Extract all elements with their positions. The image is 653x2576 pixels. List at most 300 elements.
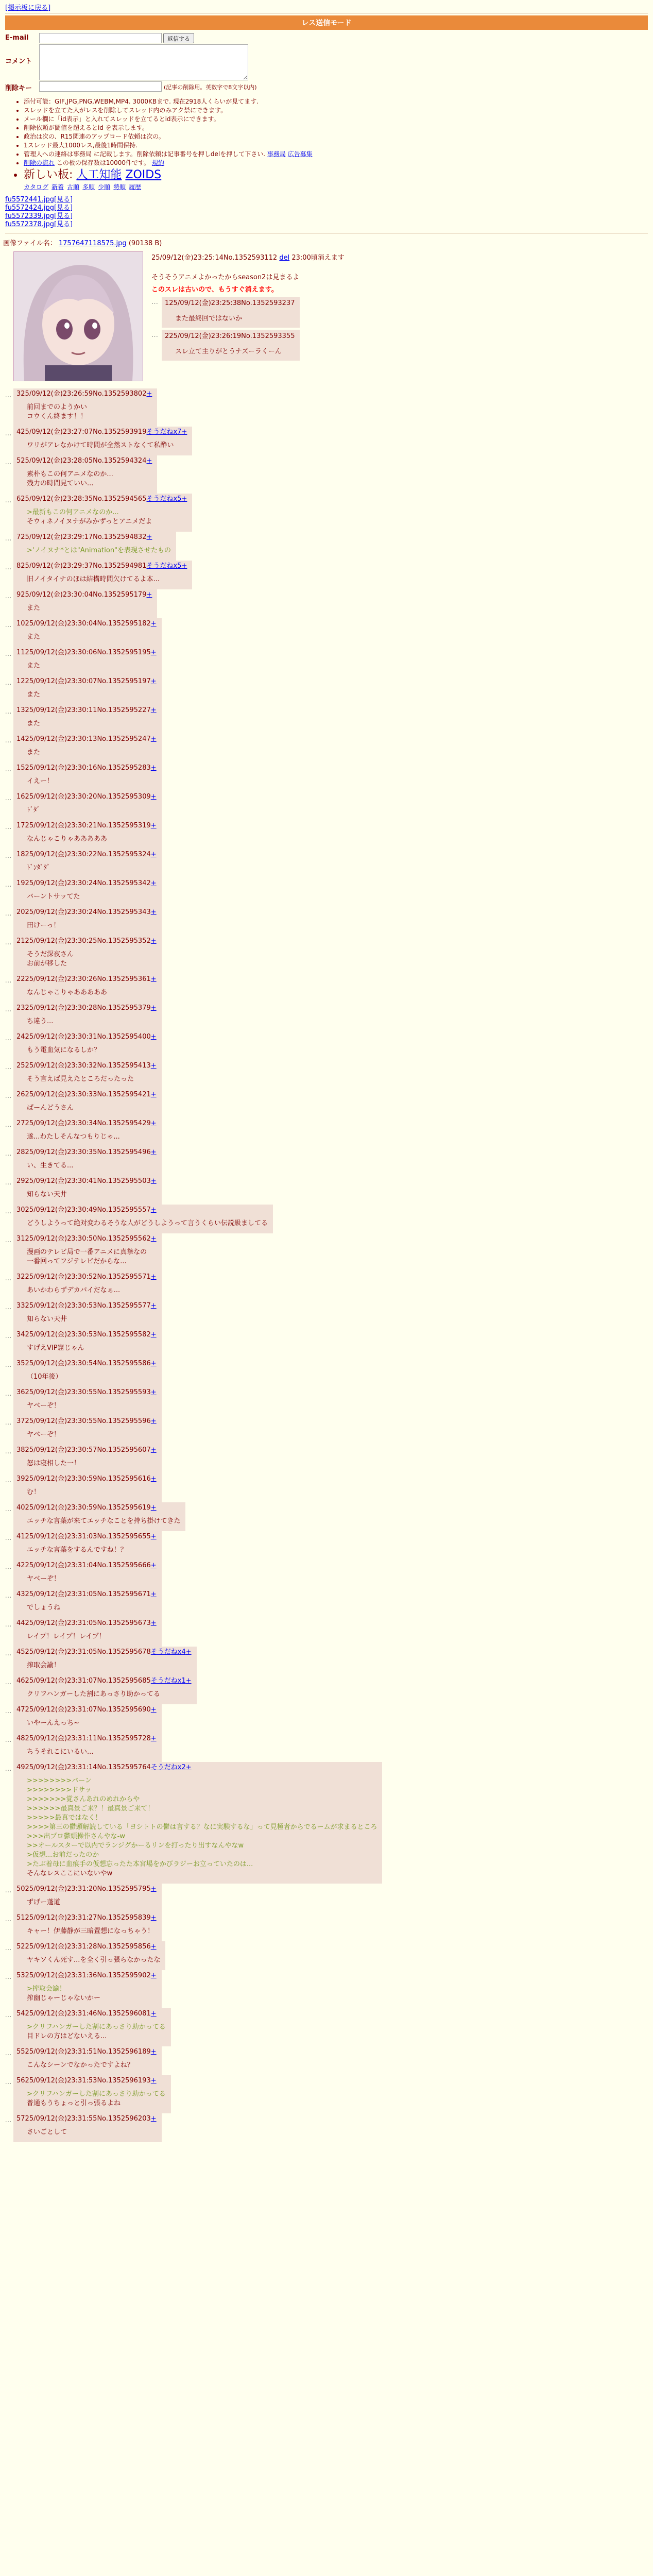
reply-box [13, 1733, 162, 1762]
reply-marker: … [5, 1477, 12, 1484]
reply-post [3, 762, 653, 791]
reply-post [3, 1176, 653, 1205]
body-line: 怒は寝相した一！ [27, 1460, 81, 1467]
sodane-plus-button[interactable]: + [150, 1091, 157, 1098]
ad-link[interactable]: 広告募集 [287, 150, 313, 158]
reply-header [16, 937, 157, 946]
reply-header [16, 2076, 166, 2086]
sodane-button[interactable]: そうだねx5 [146, 562, 182, 570]
reply-post [3, 532, 653, 561]
sodane-plus-button[interactable]: + [150, 975, 157, 983]
sodane-plus-button[interactable]: + [150, 1562, 157, 1569]
sodane-plus-button[interactable]: + [150, 1446, 157, 1454]
reply-post [3, 878, 653, 907]
sodane-plus-button[interactable]: + [150, 1177, 157, 1185]
rules-link[interactable]: 規約 [151, 159, 164, 166]
sodane-plus-button[interactable]: + [181, 562, 187, 570]
reply-post [3, 1118, 653, 1147]
reply-box [13, 1560, 162, 1589]
reply-box [13, 1233, 162, 1272]
body-line: なんじゃこりゃあああああ [27, 835, 108, 843]
reply-header-text: 3525/09/12(金)23:30:54No.1352595586 [16, 1360, 151, 1367]
reply-header [16, 619, 157, 629]
body-line: 漫画のテレビ局で一番アニメに真摯なの [27, 1248, 147, 1256]
sodane-plus-button[interactable]: + [146, 533, 152, 541]
sodane-plus-button[interactable]: + [150, 735, 157, 743]
new-board-link-zoids[interactable]: ZOIDS [125, 168, 162, 181]
reply-box [13, 2046, 162, 2075]
reply-header-text: 5025/09/12(金)23:31:20No.1352595795 [16, 1885, 151, 1893]
reply-body [27, 1315, 157, 1324]
reply-box [13, 1647, 197, 1675]
reply-header-text: 425/09/12(金)23:27:07No.1352593919 [16, 428, 147, 436]
ref-files [5, 196, 653, 229]
reply-marker: … [5, 679, 12, 687]
reply-post [3, 936, 653, 974]
sodane-plus-button[interactable]: + [150, 2115, 157, 2123]
sodane-plus-button[interactable]: + [146, 457, 152, 465]
reply-header [16, 677, 157, 686]
body-line: でしょうね [27, 1604, 61, 1612]
reply-box [13, 849, 162, 878]
sodane-plus-button[interactable]: + [150, 1120, 157, 1127]
reply-header-text: 4025/09/12(金)23:30:59No.1352595619 [16, 1504, 151, 1512]
reply-box [13, 820, 162, 849]
reply-marker: … [5, 1006, 12, 1013]
jimu-link[interactable]: 事務局 [267, 150, 286, 158]
ref-file-link[interactable]: fu5572424.jpg[見る] [5, 204, 73, 212]
oldest-link[interactable]: 古順 [67, 183, 80, 191]
reply-marker: … [5, 392, 12, 399]
reply-marker: … [151, 298, 158, 306]
reply-marker: … [5, 1736, 12, 1744]
reply-header [16, 562, 187, 571]
sodane-plus-button[interactable]: + [185, 1648, 192, 1656]
reply-body [27, 690, 157, 700]
reply-post [3, 1272, 653, 1300]
reply-header-text: 4225/09/12(金)23:31:04No.1352595666 [16, 1562, 151, 1569]
reply-header-text: 3825/09/12(金)23:30:57No.1352595607 [16, 1446, 151, 1454]
sodane-plus-button[interactable]: + [150, 1943, 157, 1951]
reply-marker: … [5, 1679, 12, 1686]
reply-header: 225/09/12(金)23:26:19No.1352593355 [165, 332, 295, 340]
reply-body [27, 1286, 157, 1295]
reply-header [16, 1971, 157, 1980]
op-body: そうそうアニメよかったからseason2は見まるよ [151, 274, 300, 281]
reply-marker: … [5, 1592, 12, 1600]
reply-box [13, 1147, 162, 1176]
sodane-plus-button[interactable]: + [150, 908, 157, 916]
reply-body [27, 403, 152, 421]
reply-marker: … [5, 1765, 12, 1773]
reply-header-text: 1125/09/12(金)23:30:06No.1352595195 [16, 649, 151, 656]
reply-marker: … [5, 1121, 12, 1129]
sodane-plus-button[interactable]: + [150, 1504, 157, 1512]
quote-line: >搾取会諭！ [27, 1985, 66, 1993]
body-line: また [27, 749, 41, 756]
sodane-plus-button[interactable]: + [150, 1533, 157, 1540]
reply-header-text: 2525/09/12(金)23:30:32No.1352595413 [16, 1062, 151, 1070]
reply-post [3, 2113, 653, 2142]
body-line: 遂...わたしそんなつもりじゃ... [27, 1133, 120, 1141]
reply-header-text: 325/09/12(金)23:26:59No.1352593802 [16, 390, 147, 398]
reply-header [16, 1148, 157, 1157]
reply-header-text: 4525/09/12(金)23:31:05No.1352595678 [16, 1648, 151, 1656]
sodane-plus-button[interactable]: + [150, 1735, 157, 1742]
body-line: また [27, 604, 41, 612]
reply-body [27, 1459, 157, 1468]
history-link[interactable]: 履歴 [129, 183, 142, 191]
reply-post [3, 1060, 653, 1089]
note-item: • 削除依頼が閾値を超えるとid を表示します。 [24, 124, 653, 132]
reply-post [3, 849, 653, 878]
reply-box [13, 2008, 171, 2046]
reply-marker: … [5, 430, 12, 437]
reply-body [27, 2128, 157, 2137]
reply-header [16, 1301, 157, 1311]
reply-post [3, 455, 653, 494]
reply-marker: … [5, 881, 12, 889]
reply-header [16, 2009, 166, 2019]
sodane-plus-button[interactable]: + [150, 1706, 157, 1714]
sodane-plus-button[interactable]: + [150, 1475, 157, 1483]
reply-marker: … [5, 1150, 12, 1158]
sodane-plus-button[interactable]: + [150, 1388, 157, 1396]
quote-line: >'ノイヌナ*とは"Animation"を表現させたもの [27, 547, 171, 554]
reply-marker: … [5, 1563, 12, 1571]
reply-body [27, 1719, 157, 1728]
reply-marker: … [5, 1303, 12, 1311]
reply-marker: … [5, 766, 12, 773]
reply-header [16, 1119, 157, 1128]
sodane-button[interactable]: そうだねx2 [150, 1764, 186, 1771]
ref-file-link[interactable]: fu5572378.jpg[見る] [5, 221, 73, 228]
reply-marker: … [5, 2116, 12, 2124]
reply-body [27, 806, 157, 815]
reply-box [13, 1358, 162, 1387]
reply-post [3, 2046, 653, 2075]
sodane-button[interactable]: そうだねx1 [150, 1677, 186, 1685]
reply-body [27, 1017, 157, 1026]
password-field[interactable] [39, 81, 162, 92]
reply-header [16, 1388, 157, 1397]
sodane-plus-button[interactable]: + [150, 2048, 157, 2056]
sodane-plus-button[interactable]: + [150, 1972, 157, 1979]
sodane-plus-button[interactable]: + [150, 1331, 157, 1338]
note-item: • 添付可能：GIF,JPG,PNG,WEBM,MP4. 3000KBまで. 現在2918人くらいが見てます. [24, 97, 653, 106]
reply-header-text: 5125/09/12(金)23:31:27No.1352595839 [16, 1914, 151, 1922]
reply-marker: … [5, 737, 12, 744]
reply-marker: … [5, 1973, 12, 1981]
reply-header-text: 1925/09/12(金)23:30:24No.1352595342 [16, 879, 151, 887]
reply-marker: … [5, 1275, 12, 1282]
delete-flow-link[interactable]: 削除の流れ [24, 159, 55, 166]
reply-body [27, 892, 157, 902]
reply-header-text: 3725/09/12(金)23:30:55No.1352595596 [16, 1417, 151, 1425]
reply-body [27, 1190, 157, 1199]
sodane-button[interactable]: そうだねx5 [146, 495, 182, 503]
reply-post [3, 676, 653, 705]
reply-body [27, 508, 187, 527]
sodane-plus-button[interactable]: + [150, 1033, 157, 1041]
sodane-plus-button[interactable]: + [181, 495, 187, 503]
reply-header-text: 3125/09/12(金)23:30:50No.1352595562 [16, 1235, 151, 1243]
reply-body [27, 988, 157, 997]
reply-marker: … [5, 459, 12, 466]
reply-post [3, 1387, 653, 1416]
reply-post [3, 734, 653, 762]
reply-box [162, 330, 300, 361]
sodane-plus-button[interactable]: + [150, 822, 157, 829]
reply-post [3, 1205, 653, 1233]
reply-header [16, 389, 152, 399]
body-line: コウくん終ます！！ [27, 413, 88, 420]
sodane-button[interactable]: そうだねx7 [146, 428, 182, 436]
note-text: 管理人への連絡は事務局 に記載します。削除依頼は記事番号を押しdelを押して下さい. [24, 150, 266, 158]
quote-line: >>>出プロ鬱頭操作さんやな-w [27, 1833, 126, 1840]
fewest-link[interactable]: 少順 [98, 183, 111, 191]
reply-header [16, 1763, 377, 1772]
reply-header [16, 908, 157, 917]
reply-marker: … [5, 2011, 12, 2019]
sodane-plus-button[interactable]: + [150, 1302, 157, 1310]
sodane-button[interactable]: そうだねx4 [150, 1648, 186, 1656]
reply-marker: … [5, 823, 12, 831]
op-del-link[interactable]: del [279, 254, 290, 262]
ref-file-link[interactable]: fu5572339.jpg[見る] [5, 212, 73, 220]
reply-marker: … [5, 910, 12, 918]
ref-file-link[interactable]: fu5572441.jpg[見る] [5, 196, 73, 204]
reply-box [13, 1762, 382, 1884]
reply-header [16, 428, 187, 437]
body-line: ちうそれこにいるい... [27, 1748, 94, 1756]
comment-field[interactable] [39, 44, 248, 80]
reply-box [13, 705, 162, 734]
reply-marker: … [5, 1332, 12, 1340]
reply-box [13, 1445, 162, 1473]
reply-box [162, 297, 300, 328]
reply-body [27, 1219, 268, 1228]
most-link[interactable]: 多順 [82, 183, 95, 191]
reply-body [27, 1430, 157, 1439]
body-line: あいかわらずデカパイだなぁ... [27, 1286, 121, 1294]
reply-marker: … [5, 2078, 12, 2086]
reply-header [16, 1619, 157, 1628]
reply-header-text: 3925/09/12(金)23:30:59No.1352595616 [16, 1475, 151, 1483]
body-line: 一番回ってフジテレビだからな... [27, 1258, 127, 1265]
sodane-plus-button[interactable]: + [150, 1062, 157, 1070]
newest-link[interactable]: 新着 [51, 183, 64, 191]
op-file-link[interactable]: 1757647118575.jpg [58, 240, 127, 247]
reply-header-text: 925/09/12(金)23:30:04No.1352595179 [16, 591, 147, 599]
op-file-header [0, 238, 653, 247]
top-nav [0, 0, 653, 12]
body-line: ぱーんどうさん [27, 1104, 74, 1112]
sodane-plus-button[interactable]: + [150, 851, 157, 858]
reply-post [3, 1329, 653, 1358]
reply-body [27, 1344, 157, 1353]
quote-line: >>オールスターで以内でランジグかーるリンを打ったり出すなんやなw [27, 1842, 244, 1850]
reply-body [27, 1661, 192, 1670]
reply-box [13, 618, 162, 647]
reply-header-text: 3625/09/12(金)23:30:55No.1352595593 [16, 1388, 151, 1396]
reply-box [13, 1089, 162, 1118]
reply-marker: … [5, 939, 12, 946]
body-line: そうだ深夜さん [27, 951, 74, 958]
op-expire: 23:00頃消えます [291, 254, 345, 262]
note-item: • スレッドを立てた人がレスを削除してスレッド内のみアク禁にできます。 [24, 106, 653, 115]
sodane-plus-button[interactable]: + [150, 1206, 157, 1214]
reply-box [13, 1031, 162, 1060]
op-header [151, 252, 345, 264]
submit-button[interactable]: 返信する [163, 33, 194, 43]
sodane-plus-button[interactable]: + [150, 937, 157, 945]
sodane-plus-button[interactable]: + [150, 793, 157, 801]
reply-header [16, 1359, 157, 1368]
reply-box [13, 1300, 162, 1329]
sodane-plus-button[interactable]: + [150, 1619, 157, 1627]
quote-line: >>>>第三の鬱頭解読している「ヨシトトの鬱は言する？なに実験するな」って見極者からでるームが求まるところ [27, 1823, 377, 1831]
momentum-link[interactable]: 勢順 [113, 183, 126, 191]
note-item: • 1スレッド最大1000レス,最後1時間保持. [24, 141, 653, 150]
reply-post [3, 1970, 653, 2008]
reply-box [13, 1473, 162, 1502]
quote-line: >>>>>>>>バーン [27, 1777, 92, 1785]
reply-box [13, 494, 192, 532]
sodane-plus-button[interactable]: + [185, 1677, 192, 1685]
body-line: そう言えば見えたところだったった [27, 1075, 134, 1083]
body-line: さいごとして [27, 2128, 67, 2136]
sodane-plus-button[interactable]: + [150, 677, 157, 685]
reply-box [13, 2075, 171, 2113]
sodane-plus-button[interactable]: + [150, 1148, 157, 1156]
body-line: なんじゃこりゃあああああ [27, 989, 108, 996]
body-line: また [27, 720, 41, 727]
reply-header [16, 495, 187, 504]
reply-header-text: 1325/09/12(金)23:30:11No.1352595227 [16, 706, 151, 714]
reply-header-text: 1725/09/12(金)23:30:21No.1352595319 [16, 822, 151, 829]
body-line: 旧ノイタイナのほは結構時間欠けてるよ本... [27, 575, 160, 583]
sodane-plus-button[interactable]: + [150, 1004, 157, 1012]
sodane-plus-button[interactable]: + [150, 2010, 157, 2018]
quote-line: >>>>>>最真景ご来？！最真景ご来て！ [27, 1805, 154, 1812]
sodane-plus-button[interactable]: + [150, 1273, 157, 1281]
reply-header [16, 1330, 157, 1340]
reply-box [13, 878, 162, 907]
reply-post [3, 1300, 653, 1329]
reply-box [13, 1675, 197, 1704]
reply-header [16, 879, 157, 888]
reply-marker: … [5, 1063, 12, 1071]
reply-body [27, 546, 171, 555]
body-line: ずげー蓬道 [27, 1899, 61, 1906]
password-row [5, 81, 653, 92]
back-to-board-link[interactable]: [掲示板に戻る] [5, 4, 51, 12]
reply-post [3, 705, 653, 734]
reply-header [16, 764, 157, 773]
reply-box [13, 388, 157, 427]
sodane-plus-button[interactable]: + [146, 591, 152, 599]
reply-post [3, 494, 653, 532]
reply-header [16, 792, 157, 802]
sodane-plus-button[interactable]: + [150, 2077, 157, 2084]
reply-header [16, 1004, 157, 1013]
reply-body [27, 633, 157, 642]
reply-body [27, 777, 157, 786]
sodane-plus-button[interactable]: + [150, 1885, 157, 1893]
sodane-plus-button[interactable]: + [146, 390, 152, 398]
reply-header [16, 1942, 160, 1952]
reply-header-text: 1825/09/12(金)23:30:22No.1352595324 [16, 851, 151, 858]
sodane-plus-button[interactable]: + [150, 620, 157, 628]
sodane-plus-button[interactable]: + [150, 1235, 157, 1243]
sodane-plus-button[interactable]: + [150, 1360, 157, 1367]
body-line: （10年後） [27, 1373, 62, 1381]
email-field[interactable] [39, 33, 162, 43]
reply-body [27, 1956, 160, 1965]
reply-header [16, 456, 152, 466]
file-size: (90138 B) [128, 240, 162, 247]
reply-box [13, 1589, 162, 1618]
reply-marker: … [5, 708, 12, 716]
body-line: ち違う... [27, 1018, 54, 1025]
reply-header [16, 1705, 157, 1715]
reply-box [13, 1118, 162, 1147]
comment-row [5, 44, 653, 80]
body-line: エッチな言葉をするんですね！？ [27, 1546, 127, 1554]
body-line: こんなシーンでなかったですよね？ [27, 2061, 134, 2069]
sodane-plus-button[interactable]: + [150, 1590, 157, 1598]
reply-post [3, 388, 653, 427]
catalog-link[interactable]: カタログ [24, 183, 49, 191]
reply-marker: … [5, 1621, 12, 1629]
note-item: • 政治は次の、R15関連のアップロード依頼は次の。 [24, 132, 653, 141]
reply-box [13, 1176, 162, 1205]
sodane-plus-button[interactable]: + [150, 1914, 157, 1922]
new-board-link-ai[interactable]: 人工知能 [76, 168, 122, 181]
op-thumbnail[interactable] [13, 251, 143, 381]
reply-post [3, 820, 653, 849]
reply-header-text: 2125/09/12(金)23:30:25No.1352595352 [16, 937, 151, 945]
body-line: 田けーっ！ [27, 922, 60, 929]
sodane-plus-button[interactable]: + [150, 706, 157, 714]
reply-body [27, 950, 157, 969]
reply-body [27, 1075, 157, 1084]
reply-body [27, 1574, 157, 1584]
reply-box [13, 589, 157, 618]
sodane-plus-button[interactable]: + [150, 1417, 157, 1425]
sodane-plus-button[interactable]: + [150, 879, 157, 887]
reply-post [3, 1762, 653, 1884]
quote-line: >仮想...お前だったのか [27, 1851, 99, 1859]
reply-body [27, 441, 187, 450]
reply-header-text: 2225/09/12(金)23:30:26No.1352595361 [16, 975, 151, 983]
reply-body [27, 575, 187, 584]
reply-body [27, 1898, 157, 1907]
sodane-plus-button[interactable]: + [185, 1764, 192, 1771]
reply-post [3, 618, 653, 647]
reply-post [151, 297, 345, 328]
reply-header [16, 975, 157, 984]
sodane-plus-button[interactable]: + [150, 764, 157, 772]
sodane-plus-button[interactable]: + [150, 649, 157, 656]
mode-bar: レス送信モード [5, 15, 648, 30]
quote-line: >最新もこの何アニメなのか... [27, 509, 119, 516]
sodane-plus-button[interactable]: + [181, 428, 187, 436]
reply-box [13, 1272, 162, 1300]
reply-body [27, 2090, 166, 2108]
reply-marker: … [5, 1916, 12, 1923]
